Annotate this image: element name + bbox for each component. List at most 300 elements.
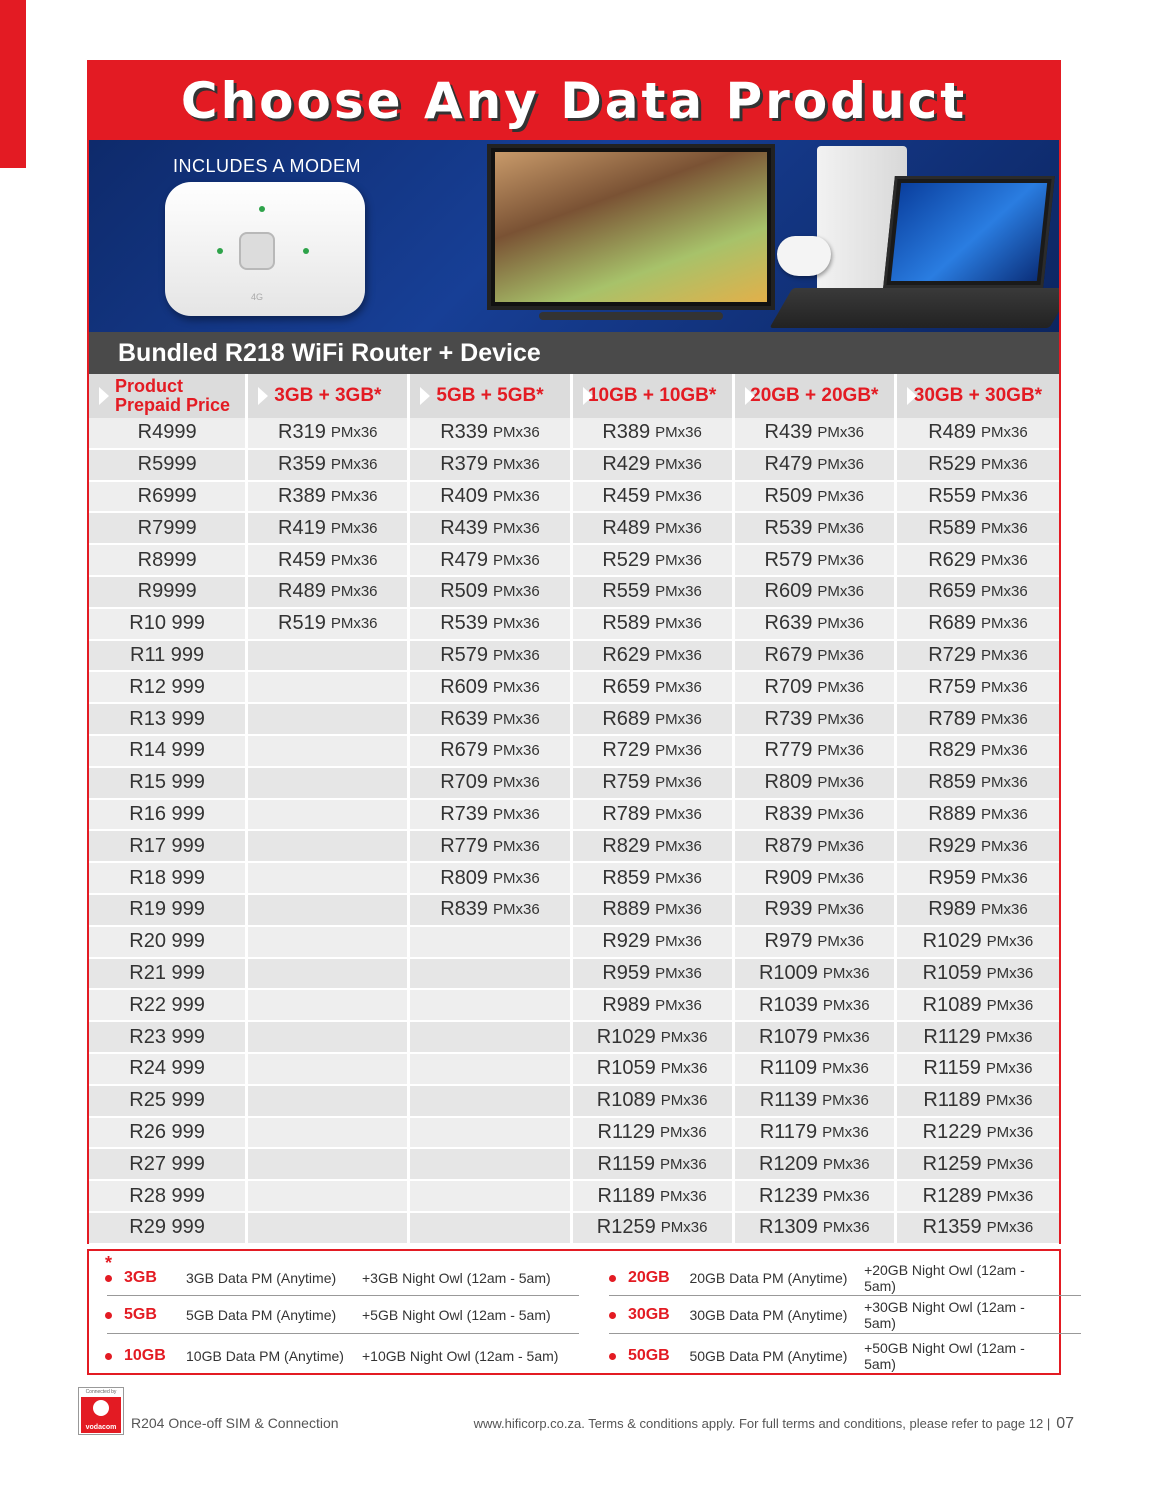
term-unit: PMx36 — [981, 487, 1028, 505]
table-row — [89, 513, 1059, 545]
term-unit: PMx36 — [493, 774, 540, 792]
monthly-price-value: R639 — [440, 707, 488, 730]
legend-anytime: 10GB Data PM (Anytime) — [186, 1348, 344, 1364]
monthly-price-cell — [897, 641, 1059, 671]
monthly-price-cell — [735, 545, 897, 575]
monthly-price-value: R559 — [928, 484, 977, 507]
legend-night-owl: +30GB Night Owl (12am - 5am) — [864, 1299, 1025, 1331]
legend-row — [105, 1266, 551, 1290]
monthly-price-value: R1189 — [923, 1089, 981, 1112]
legend-row — [609, 1340, 1059, 1372]
legend-divider — [609, 1295, 1081, 1296]
modem-button-icon — [239, 232, 275, 270]
term-unit: PMx36 — [822, 1219, 870, 1237]
legend-size: 5GB — [124, 1306, 157, 1323]
laptop-image — [883, 176, 1055, 288]
led-icon — [217, 248, 223, 254]
product-price-cell: R5999 — [89, 450, 248, 480]
monthly-price-cell — [410, 1086, 572, 1116]
led-icon — [259, 206, 265, 212]
header-col-30gb: 30GB + 30GB* — [897, 374, 1059, 418]
monthly-price-cell — [248, 990, 410, 1020]
term-unit: PMx36 — [986, 1187, 1034, 1205]
bundle-text: Bundled R218 WiFi Router + Device — [118, 338, 541, 367]
laptop-screen — [891, 183, 1047, 281]
monthly-price-value: R439 — [440, 516, 488, 539]
term-unit: PMx36 — [493, 615, 540, 633]
term-unit: PMx36 — [655, 774, 702, 792]
term-unit: PMx36 — [817, 933, 865, 951]
monthly-price-cell — [248, 1213, 410, 1243]
term-unit: PMx36 — [817, 678, 865, 696]
monthly-price-cell — [573, 418, 735, 448]
monthly-price-cell — [897, 1022, 1059, 1052]
monthly-price-value: R389 — [602, 421, 651, 444]
monthly-price-value: R939 — [764, 898, 813, 921]
monthly-price-value: R479 — [764, 453, 813, 476]
monthly-price-cell — [897, 609, 1059, 639]
term-unit: PMx36 — [981, 774, 1028, 792]
monthly-price-cell — [248, 959, 410, 989]
term-unit: PMx36 — [986, 1219, 1034, 1237]
monthly-price-cell — [735, 1022, 897, 1052]
term-unit: PMx36 — [822, 1187, 870, 1205]
monthly-price-value: R759 — [928, 675, 977, 698]
monthly-price-value: R559 — [602, 580, 651, 603]
term-unit: PMx36 — [985, 1028, 1033, 1046]
monthly-price-cell — [573, 736, 735, 766]
term-unit: PMx36 — [817, 901, 865, 919]
term-unit: PMx36 — [981, 551, 1028, 569]
monthly-price-cell — [735, 482, 897, 512]
logo-word: vodacom — [85, 1424, 117, 1431]
monthly-price-value: R929 — [602, 930, 651, 953]
table-row — [89, 990, 1059, 1022]
monthly-price-value: R779 — [440, 834, 488, 857]
monthly-price-cell — [573, 1022, 735, 1052]
term-unit: PMx36 — [330, 519, 378, 537]
monthly-price-cell — [410, 831, 572, 861]
monthly-price-cell — [410, 418, 572, 448]
monthly-price-cell — [248, 1022, 410, 1052]
vodacom-logo — [78, 1387, 124, 1435]
term-unit: PMx36 — [817, 424, 865, 442]
monthly-price-cell — [410, 609, 572, 639]
monthly-price-cell — [897, 927, 1059, 957]
sim-connection-note: R204 Once-off SIM & Connection — [131, 1415, 339, 1431]
monthly-price-value: R789 — [928, 707, 977, 730]
product-price-cell: R13 999 — [89, 704, 248, 734]
product-price-cell: R25 999 — [89, 1086, 248, 1116]
logo-mark — [81, 1397, 121, 1433]
monthly-price-value: R459 — [278, 548, 326, 571]
monthly-price-value: R519 — [278, 612, 326, 635]
header-col-10gb: 10GB + 10GB* — [573, 374, 735, 418]
product-price-cell: R15 999 — [89, 768, 248, 798]
monthly-price-cell — [410, 641, 572, 671]
table-row — [89, 768, 1059, 800]
tv-image — [487, 144, 775, 310]
monthly-price-cell — [410, 545, 572, 575]
monthly-price-cell — [248, 545, 410, 575]
monthly-price-value: R1009 — [758, 961, 818, 984]
monthly-price-cell — [410, 1149, 572, 1179]
monthly-price-cell — [897, 418, 1059, 448]
term-unit: PMx36 — [660, 1060, 708, 1078]
monthly-price-cell — [897, 831, 1059, 861]
product-price-cell: R16 999 — [89, 800, 248, 830]
monthly-price-cell — [248, 672, 410, 702]
product-price-cell: R23 999 — [89, 1022, 248, 1052]
monthly-price-value: R1229 — [922, 1120, 982, 1143]
monthly-price-value: R589 — [602, 612, 651, 635]
monthly-price-value: R1079 — [758, 1025, 818, 1048]
bullet-icon — [609, 1312, 616, 1319]
product-price-cell: R29 999 — [89, 1213, 248, 1243]
legend-size: 50GB — [627, 1347, 670, 1364]
monthly-price-cell — [410, 577, 572, 607]
term-unit: PMx36 — [655, 869, 702, 887]
monthly-price-cell — [573, 959, 735, 989]
laptop-keyboard — [769, 288, 1059, 328]
legend-row — [105, 1344, 558, 1368]
term-unit: PMx36 — [986, 1123, 1034, 1141]
monthly-price-value: R1129 — [597, 1120, 655, 1143]
tv-screen — [495, 152, 767, 302]
monthly-price-cell — [573, 1086, 735, 1116]
monthly-price-cell — [573, 895, 735, 925]
monthly-price-value: R419 — [278, 516, 326, 539]
table-row — [89, 450, 1059, 482]
monthly-price-cell — [573, 672, 735, 702]
term-unit: PMx36 — [655, 551, 702, 569]
monthly-price-cell — [735, 800, 897, 830]
vodacom-speechmark-icon — [93, 1400, 109, 1416]
product-price-cell: R28 999 — [89, 1181, 248, 1211]
term-unit: PMx36 — [817, 456, 865, 474]
term-unit: PMx36 — [981, 519, 1028, 537]
bullet-icon — [105, 1275, 112, 1282]
monthly-price-cell — [573, 577, 735, 607]
monthly-price-value: R1089 — [596, 1089, 656, 1112]
includes-modem-label: INCLUDES A MODEM — [173, 156, 362, 176]
monthly-price-cell — [410, 1054, 572, 1084]
monthly-price-value: R589 — [928, 516, 977, 539]
term-unit: PMx36 — [655, 615, 702, 633]
legend-night-owl: +10GB Night Owl (12am - 5am) — [362, 1348, 559, 1364]
legend-star: * — [105, 1253, 113, 1273]
product-price-cell: R18 999 — [89, 863, 248, 893]
monthly-price-value: R379 — [440, 453, 488, 476]
modem-image — [165, 182, 365, 316]
monthly-price-cell — [573, 1149, 735, 1179]
header-col-20gb: 20GB + 20GB* — [735, 374, 897, 418]
term-unit: PMx36 — [817, 710, 865, 728]
monthly-price-cell — [248, 577, 410, 607]
term-unit: PMx36 — [655, 742, 702, 760]
term-unit: PMx36 — [655, 456, 702, 474]
term-unit: PMx36 — [330, 615, 378, 633]
term-unit: PMx36 — [986, 1155, 1034, 1173]
monthly-price-value: R809 — [764, 771, 813, 794]
term-unit: PMx36 — [493, 551, 540, 569]
monthly-price-value: R629 — [928, 548, 977, 571]
monthly-price-value: R489 — [928, 421, 977, 444]
monthly-price-value: R889 — [602, 898, 651, 921]
term-unit: PMx36 — [655, 646, 702, 664]
term-unit: PMx36 — [493, 901, 540, 919]
monthly-price-cell — [897, 768, 1059, 798]
header-product-price — [89, 374, 248, 418]
legend-row — [105, 1303, 551, 1327]
monthly-price-value: R629 — [602, 643, 651, 666]
term-unit: PMx36 — [817, 551, 865, 569]
table-row — [89, 1022, 1059, 1054]
monthly-price-cell — [573, 641, 735, 671]
monthly-price-cell — [897, 1118, 1059, 1148]
product-price-cell: R11 999 — [89, 641, 248, 671]
term-unit: PMx36 — [817, 837, 865, 855]
monthly-price-cell — [410, 1181, 572, 1211]
monthly-price-value: R729 — [602, 739, 651, 762]
term-unit: PMx36 — [822, 1155, 870, 1173]
monthly-price-cell — [897, 1054, 1059, 1084]
term-unit: PMx36 — [981, 869, 1028, 887]
product-price-cell: R4999 — [89, 418, 248, 448]
legend-divider — [107, 1295, 579, 1296]
term-unit: PMx36 — [817, 519, 865, 537]
monthly-price-cell — [248, 1118, 410, 1148]
monthly-price-value: R739 — [764, 707, 813, 730]
table-header — [89, 374, 1059, 418]
product-price-cell: R12 999 — [89, 672, 248, 702]
legend-size: 10GB — [124, 1347, 166, 1364]
monthly-price-value: R779 — [764, 739, 813, 762]
monthly-price-cell — [735, 768, 897, 798]
monthly-price-cell — [573, 545, 735, 575]
monthly-price-value: R989 — [928, 898, 977, 921]
term-unit: PMx36 — [817, 805, 865, 823]
led-icon — [303, 248, 309, 254]
product-price-cell: R7999 — [89, 513, 248, 543]
monthly-price-cell — [735, 959, 897, 989]
term-unit: PMx36 — [660, 1155, 707, 1173]
monthly-price-cell — [735, 1213, 897, 1243]
term-unit: PMx36 — [655, 583, 702, 601]
monthly-price-value: R659 — [928, 580, 977, 603]
table-row — [89, 482, 1059, 514]
term-unit: PMx36 — [655, 933, 702, 951]
term-unit: PMx36 — [981, 805, 1028, 823]
term-unit: PMx36 — [817, 646, 865, 664]
monthly-price-value: R1109 — [759, 1057, 818, 1080]
legend-anytime: 50GB Data PM (Anytime) — [689, 1348, 848, 1364]
monthly-price-cell — [897, 959, 1059, 989]
term-unit: PMx36 — [655, 424, 702, 442]
table-row — [89, 1213, 1059, 1245]
monthly-price-cell — [248, 641, 410, 671]
monthly-price-cell — [410, 1213, 572, 1243]
monthly-price-value: R829 — [928, 739, 977, 762]
monthly-price-cell — [573, 1118, 735, 1148]
term-unit: PMx36 — [985, 1060, 1033, 1078]
term-unit: PMx36 — [817, 774, 865, 792]
monthly-price-cell — [410, 482, 572, 512]
term-unit: PMx36 — [986, 996, 1034, 1014]
logo-caption: Connected by — [85, 1389, 117, 1395]
term-unit: PMx36 — [822, 996, 870, 1014]
legend-size: 30GB — [627, 1306, 670, 1323]
monthly-price-value: R1159 — [923, 1057, 981, 1080]
table-body — [89, 418, 1059, 1245]
legend-night-owl: +5GB Night Owl (12am - 5am) — [362, 1307, 551, 1323]
monthly-price-cell — [897, 990, 1059, 1020]
term-unit: PMx36 — [493, 805, 540, 823]
legend-night-owl: +20GB Night Owl (12am - 5am) — [864, 1262, 1025, 1294]
table-row — [89, 1086, 1059, 1118]
monthly-price-cell — [897, 482, 1059, 512]
page-title: Choose Any Data Product — [180, 72, 968, 130]
monthly-price-value: R989 — [602, 993, 651, 1016]
monthly-price-value: R909 — [764, 866, 813, 889]
legend-size: 20GB — [627, 1269, 670, 1286]
term-unit: PMx36 — [655, 487, 702, 505]
tv-stand — [539, 312, 723, 320]
monthly-price-cell — [573, 927, 735, 957]
monthly-price-value: R979 — [764, 930, 813, 953]
monthly-price-value: R1039 — [758, 993, 818, 1016]
monthly-price-cell — [735, 927, 897, 957]
product-price-cell: R14 999 — [89, 736, 248, 766]
term-unit: PMx36 — [817, 615, 865, 633]
monthly-price-cell — [897, 577, 1059, 607]
table-row — [89, 895, 1059, 927]
monthly-price-value: R1029 — [596, 1025, 656, 1048]
monthly-price-cell — [735, 1181, 897, 1211]
terms-note — [474, 1415, 1074, 1433]
monthly-price-value: R509 — [440, 580, 488, 603]
legend-anytime: 3GB Data PM (Anytime) — [186, 1270, 337, 1286]
monthly-price-cell — [248, 736, 410, 766]
monthly-price-value: R579 — [764, 548, 813, 571]
term-unit: PMx36 — [660, 1187, 707, 1205]
table-row — [89, 863, 1059, 895]
term-unit: PMx36 — [493, 487, 540, 505]
monthly-price-cell — [248, 513, 410, 543]
product-price-cell: R24 999 — [89, 1054, 248, 1084]
table-row — [89, 704, 1059, 736]
monthly-price-cell — [735, 513, 897, 543]
monthly-price-value: R859 — [602, 866, 651, 889]
term-unit: PMx36 — [981, 646, 1028, 664]
monthly-price-cell — [248, 895, 410, 925]
monthly-price-value: R1259 — [596, 1216, 656, 1239]
monthly-price-cell — [248, 927, 410, 957]
product-price-cell: R22 999 — [89, 990, 248, 1020]
monthly-price-cell — [897, 1149, 1059, 1179]
monthly-price-value: R609 — [440, 675, 488, 698]
modem-tag: 4G — [251, 292, 264, 302]
monthly-price-cell — [248, 482, 410, 512]
bullet-icon — [609, 1275, 616, 1282]
monthly-price-value: R609 — [764, 580, 813, 603]
monthly-price-value: R1239 — [758, 1184, 818, 1207]
monthly-price-cell — [410, 800, 572, 830]
monthly-price-cell — [410, 672, 572, 702]
monthly-price-value: R679 — [440, 739, 488, 762]
monthly-price-cell — [573, 1181, 735, 1211]
term-unit: PMx36 — [493, 519, 540, 537]
monthly-price-value: R889 — [928, 802, 977, 825]
legend-anytime: 30GB Data PM (Anytime) — [689, 1307, 848, 1323]
monthly-price-value: R839 — [440, 898, 488, 921]
term-unit: PMx36 — [660, 1028, 708, 1046]
monthly-price-cell — [248, 1054, 410, 1084]
monthly-price-cell — [410, 768, 572, 798]
term-unit: PMx36 — [493, 678, 540, 696]
monthly-price-cell — [573, 513, 735, 543]
monthly-price-value: R489 — [278, 580, 326, 603]
monthly-price-cell — [410, 450, 572, 480]
term-unit: PMx36 — [822, 1060, 869, 1078]
monthly-price-cell — [735, 577, 897, 607]
term-unit: PMx36 — [660, 1219, 708, 1237]
monthly-price-value: R1209 — [758, 1152, 818, 1175]
monthly-price-cell — [410, 736, 572, 766]
term-unit: PMx36 — [655, 519, 702, 537]
product-price-cell: R21 999 — [89, 959, 248, 989]
monthly-price-value: R929 — [928, 834, 977, 857]
term-unit: PMx36 — [330, 551, 378, 569]
header-col-3gb: 3GB + 3GB* — [248, 374, 410, 418]
monthly-price-cell — [410, 959, 572, 989]
monthly-price-cell — [248, 800, 410, 830]
product-price-cell: R10 999 — [89, 609, 248, 639]
bullet-icon — [105, 1353, 112, 1360]
monthly-price-value: R859 — [928, 771, 977, 794]
monthly-price-value: R1089 — [922, 993, 982, 1016]
monthly-price-value: R409 — [440, 484, 488, 507]
term-unit: PMx36 — [330, 424, 378, 442]
legend-anytime: 5GB Data PM (Anytime) — [186, 1307, 337, 1323]
term-unit: PMx36 — [655, 710, 702, 728]
monthly-price-cell — [410, 513, 572, 543]
monthly-price-value: R809 — [440, 866, 488, 889]
monthly-price-value: R659 — [602, 675, 651, 698]
monthly-price-value: R509 — [764, 484, 813, 507]
monthly-price-value: R529 — [928, 453, 977, 476]
monthly-price-value: R1189 — [597, 1184, 655, 1207]
monthly-price-cell — [410, 895, 572, 925]
table-row — [89, 418, 1059, 450]
monthly-price-value: R429 — [602, 453, 651, 476]
monthly-price-cell — [573, 609, 735, 639]
monthly-price-value: R959 — [928, 866, 977, 889]
legend-anytime: 20GB Data PM (Anytime) — [689, 1270, 848, 1286]
term-unit: PMx36 — [986, 933, 1034, 951]
table-row — [89, 959, 1059, 991]
term-unit: PMx36 — [981, 456, 1028, 474]
product-price-cell: R17 999 — [89, 831, 248, 861]
table-row — [89, 1118, 1059, 1150]
monthly-price-cell — [897, 513, 1059, 543]
monthly-price-value: R1059 — [922, 961, 982, 984]
monthly-price-cell — [735, 831, 897, 861]
table-row — [89, 831, 1059, 863]
term-unit: PMx36 — [493, 424, 540, 442]
term-unit: PMx36 — [981, 901, 1028, 919]
terms-text: www.hificorp.co.za. Terms & conditions apply. For full terms and conditions, please refer to page 12 | — [473, 1416, 1051, 1431]
